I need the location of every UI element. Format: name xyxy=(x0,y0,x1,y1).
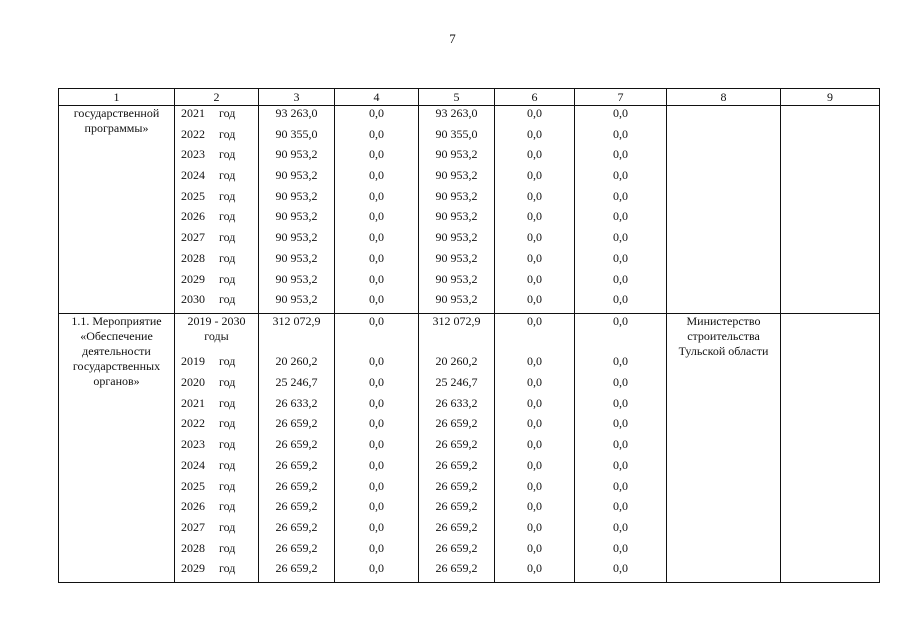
value-c6: 0,0 xyxy=(495,106,575,127)
year-cell xyxy=(175,458,259,479)
value-c4: 0,0 xyxy=(335,375,419,396)
value-c6: 0,0 xyxy=(495,561,575,582)
header-col-3: 3 xyxy=(259,89,335,106)
header-col-1: 1 xyxy=(59,89,175,106)
year-number: 2022 xyxy=(181,416,205,431)
table-header xyxy=(59,89,880,106)
year-cell xyxy=(175,168,259,189)
value-c7: 0,0 xyxy=(575,416,667,437)
year-unit: год xyxy=(219,188,236,203)
value-c6: 0,0 xyxy=(495,230,575,251)
period-cell: 2019 - 2030 годы xyxy=(175,313,259,354)
year-unit: год xyxy=(219,126,236,141)
header-col-8: 8 xyxy=(667,89,781,106)
year-unit: год xyxy=(219,354,236,369)
value-c3: 26 659,2 xyxy=(259,437,335,458)
header-col-4: 4 xyxy=(335,89,419,106)
value-c3: 26 659,2 xyxy=(259,541,335,562)
value-c3: 312 072,9 xyxy=(259,313,335,354)
value-c7: 0,0 xyxy=(575,375,667,396)
year-number: 2027 xyxy=(181,230,205,245)
value-c3: 26 659,2 xyxy=(259,561,335,582)
year-unit: год xyxy=(219,271,236,286)
value-c6: 0,0 xyxy=(495,499,575,520)
year-unit: год xyxy=(219,395,236,410)
year-number: 2021 xyxy=(181,395,205,410)
value-c6: 0,0 xyxy=(495,209,575,230)
year-unit: год xyxy=(219,437,236,452)
value-c3: 26 659,2 xyxy=(259,416,335,437)
value-c4: 0,0 xyxy=(335,168,419,189)
value-c4: 0,0 xyxy=(335,437,419,458)
value-c4: 0,0 xyxy=(335,354,419,375)
value-c7: 0,0 xyxy=(575,292,667,313)
value-c7: 0,0 xyxy=(575,437,667,458)
year-cell xyxy=(175,416,259,437)
year-unit: год xyxy=(219,561,236,576)
year-cell xyxy=(175,561,259,582)
header-col-9: 9 xyxy=(781,89,880,106)
value-c3: 26 659,2 xyxy=(259,458,335,479)
year-number: 2023 xyxy=(181,437,205,452)
year-unit: год xyxy=(219,375,236,390)
value-c5: 25 246,7 xyxy=(419,375,495,396)
value-c3: 90 953,2 xyxy=(259,230,335,251)
table-row xyxy=(59,106,880,127)
value-c6: 0,0 xyxy=(495,458,575,479)
value-c5: 90 953,2 xyxy=(419,251,495,272)
value-c7: 0,0 xyxy=(575,168,667,189)
value-c5: 90 953,2 xyxy=(419,189,495,210)
value-c3: 90 953,2 xyxy=(259,292,335,313)
value-c3: 26 659,2 xyxy=(259,520,335,541)
value-c7: 0,0 xyxy=(575,541,667,562)
year-number: 2023 xyxy=(181,147,205,162)
value-c6: 0,0 xyxy=(495,251,575,272)
value-c4: 0,0 xyxy=(335,541,419,562)
value-c6: 0,0 xyxy=(495,437,575,458)
year-unit: год xyxy=(219,250,236,265)
value-c5: 90 953,2 xyxy=(419,272,495,293)
header-col-7: 7 xyxy=(575,89,667,106)
table-block-measure xyxy=(59,313,880,582)
year-unit: год xyxy=(219,209,236,224)
year-number: 2026 xyxy=(181,209,205,224)
value-c4: 0,0 xyxy=(335,127,419,148)
year-number: 2019 xyxy=(181,354,205,369)
row-name-cell: государственной программы» xyxy=(59,106,175,314)
value-c5: 312 072,9 xyxy=(419,313,495,354)
value-c4: 0,0 xyxy=(335,209,419,230)
year-unit: год xyxy=(219,519,236,534)
value-c7: 0,0 xyxy=(575,106,667,127)
value-c4: 0,0 xyxy=(335,147,419,168)
value-c6: 0,0 xyxy=(495,292,575,313)
value-c4: 0,0 xyxy=(335,458,419,479)
value-c3: 26 659,2 xyxy=(259,479,335,500)
year-cell xyxy=(175,396,259,417)
year-number: 2027 xyxy=(181,519,205,534)
year-number: 2026 xyxy=(181,499,205,514)
year-number: 2024 xyxy=(181,457,205,472)
value-c3: 25 246,7 xyxy=(259,375,335,396)
year-number: 2020 xyxy=(181,375,205,390)
value-c3: 90 953,2 xyxy=(259,209,335,230)
table-row-total xyxy=(59,313,880,354)
year-number: 2030 xyxy=(181,292,205,307)
year-unit: год xyxy=(219,168,236,183)
value-c6: 0,0 xyxy=(495,147,575,168)
value-c3: 90 953,2 xyxy=(259,272,335,293)
year-unit: год xyxy=(219,147,236,162)
value-c5: 26 659,2 xyxy=(419,520,495,541)
year-number: 2029 xyxy=(181,561,205,576)
value-c3: 90 953,2 xyxy=(259,168,335,189)
value-c6: 0,0 xyxy=(495,168,575,189)
value-c3: 20 260,2 xyxy=(259,354,335,375)
budget-table xyxy=(58,88,880,583)
value-c6: 0,0 xyxy=(495,354,575,375)
year-number: 2022 xyxy=(181,126,205,141)
value-c5: 90 953,2 xyxy=(419,230,495,251)
year-cell xyxy=(175,147,259,168)
col9-cell xyxy=(781,106,880,314)
value-c6: 0,0 xyxy=(495,272,575,293)
year-cell xyxy=(175,209,259,230)
value-c4: 0,0 xyxy=(335,106,419,127)
year-cell xyxy=(175,375,259,396)
year-unit: год xyxy=(219,292,236,307)
year-number: 2025 xyxy=(181,478,205,493)
year-cell xyxy=(175,499,259,520)
value-c7: 0,0 xyxy=(575,479,667,500)
year-number: 2029 xyxy=(181,271,205,286)
value-c3: 90 953,2 xyxy=(259,189,335,210)
executor-cell: Министерство строительства Тульской области xyxy=(667,313,781,582)
value-c6: 0,0 xyxy=(495,127,575,148)
value-c6: 0,0 xyxy=(495,416,575,437)
year-cell xyxy=(175,479,259,500)
value-c5: 90 953,2 xyxy=(419,168,495,189)
value-c3: 90 355,0 xyxy=(259,127,335,148)
year-unit: год xyxy=(219,106,236,120)
value-c7: 0,0 xyxy=(575,209,667,230)
value-c5: 93 263,0 xyxy=(419,106,495,127)
value-c7: 0,0 xyxy=(575,354,667,375)
year-number: 2024 xyxy=(181,168,205,183)
year-cell xyxy=(175,272,259,293)
value-c7: 0,0 xyxy=(575,127,667,148)
value-c5: 20 260,2 xyxy=(419,354,495,375)
page-number: 7 xyxy=(449,31,456,46)
value-c7: 0,0 xyxy=(575,272,667,293)
value-c7: 0,0 xyxy=(575,499,667,520)
value-c6: 0,0 xyxy=(495,479,575,500)
value-c4: 0,0 xyxy=(335,561,419,582)
value-c7: 0,0 xyxy=(575,230,667,251)
year-number: 2021 xyxy=(181,106,205,120)
value-c7: 0,0 xyxy=(575,561,667,582)
header-col-2: 2 xyxy=(175,89,259,106)
value-c6: 0,0 xyxy=(495,375,575,396)
row-name-cell: 1.1. Мероприятие «Обеспечение деятельности государственных органов» xyxy=(59,313,175,582)
year-cell xyxy=(175,230,259,251)
value-c7: 0,0 xyxy=(575,313,667,354)
year-number: 2028 xyxy=(181,540,205,555)
year-cell xyxy=(175,354,259,375)
value-c6: 0,0 xyxy=(495,396,575,417)
value-c5: 26 659,2 xyxy=(419,437,495,458)
value-c6: 0,0 xyxy=(495,189,575,210)
value-c5: 90 953,2 xyxy=(419,147,495,168)
value-c3: 93 263,0 xyxy=(259,106,335,127)
year-unit: год xyxy=(219,478,236,493)
value-c7: 0,0 xyxy=(575,251,667,272)
value-c5: 26 659,2 xyxy=(419,479,495,500)
value-c4: 0,0 xyxy=(335,416,419,437)
value-c7: 0,0 xyxy=(575,147,667,168)
col9-cell xyxy=(781,313,880,582)
value-c5: 26 659,2 xyxy=(419,458,495,479)
year-number: 2028 xyxy=(181,250,205,265)
value-c7: 0,0 xyxy=(575,520,667,541)
year-unit: год xyxy=(219,416,236,431)
value-c4: 0,0 xyxy=(335,189,419,210)
table-block-program xyxy=(59,106,880,314)
value-c4: 0,0 xyxy=(335,479,419,500)
value-c6: 0,0 xyxy=(495,520,575,541)
year-unit: год xyxy=(219,457,236,472)
year-number: 2025 xyxy=(181,188,205,203)
value-c5: 26 633,2 xyxy=(419,396,495,417)
value-c5: 26 659,2 xyxy=(419,499,495,520)
value-c5: 26 659,2 xyxy=(419,541,495,562)
value-c3: 26 633,2 xyxy=(259,396,335,417)
value-c4: 0,0 xyxy=(335,251,419,272)
value-c5: 26 659,2 xyxy=(419,561,495,582)
year-unit: год xyxy=(219,230,236,245)
year-cell xyxy=(175,541,259,562)
value-c4: 0,0 xyxy=(335,396,419,417)
value-c4: 0,0 xyxy=(335,230,419,251)
year-cell xyxy=(175,189,259,210)
value-c3: 90 953,2 xyxy=(259,147,335,168)
value-c4: 0,0 xyxy=(335,499,419,520)
executor-cell xyxy=(667,106,781,314)
value-c6: 0,0 xyxy=(495,541,575,562)
year-cell xyxy=(175,127,259,148)
year-cell xyxy=(175,437,259,458)
value-c7: 0,0 xyxy=(575,396,667,417)
year-unit: год xyxy=(219,499,236,514)
value-c5: 26 659,2 xyxy=(419,416,495,437)
year-cell xyxy=(175,251,259,272)
value-c7: 0,0 xyxy=(575,458,667,479)
value-c3: 90 953,2 xyxy=(259,251,335,272)
year-cell xyxy=(175,520,259,541)
value-c4: 0,0 xyxy=(335,292,419,313)
year-cell xyxy=(175,292,259,313)
value-c4: 0,0 xyxy=(335,272,419,293)
value-c5: 90 953,2 xyxy=(419,292,495,313)
value-c7: 0,0 xyxy=(575,189,667,210)
value-c3: 26 659,2 xyxy=(259,499,335,520)
value-c6: 0,0 xyxy=(495,313,575,354)
value-c4: 0,0 xyxy=(335,313,419,354)
value-c5: 90 355,0 xyxy=(419,127,495,148)
year-cell xyxy=(175,106,259,127)
header-col-5: 5 xyxy=(419,89,495,106)
header-col-6: 6 xyxy=(495,89,575,106)
value-c5: 90 953,2 xyxy=(419,209,495,230)
year-unit: год xyxy=(219,540,236,555)
value-c4: 0,0 xyxy=(335,520,419,541)
